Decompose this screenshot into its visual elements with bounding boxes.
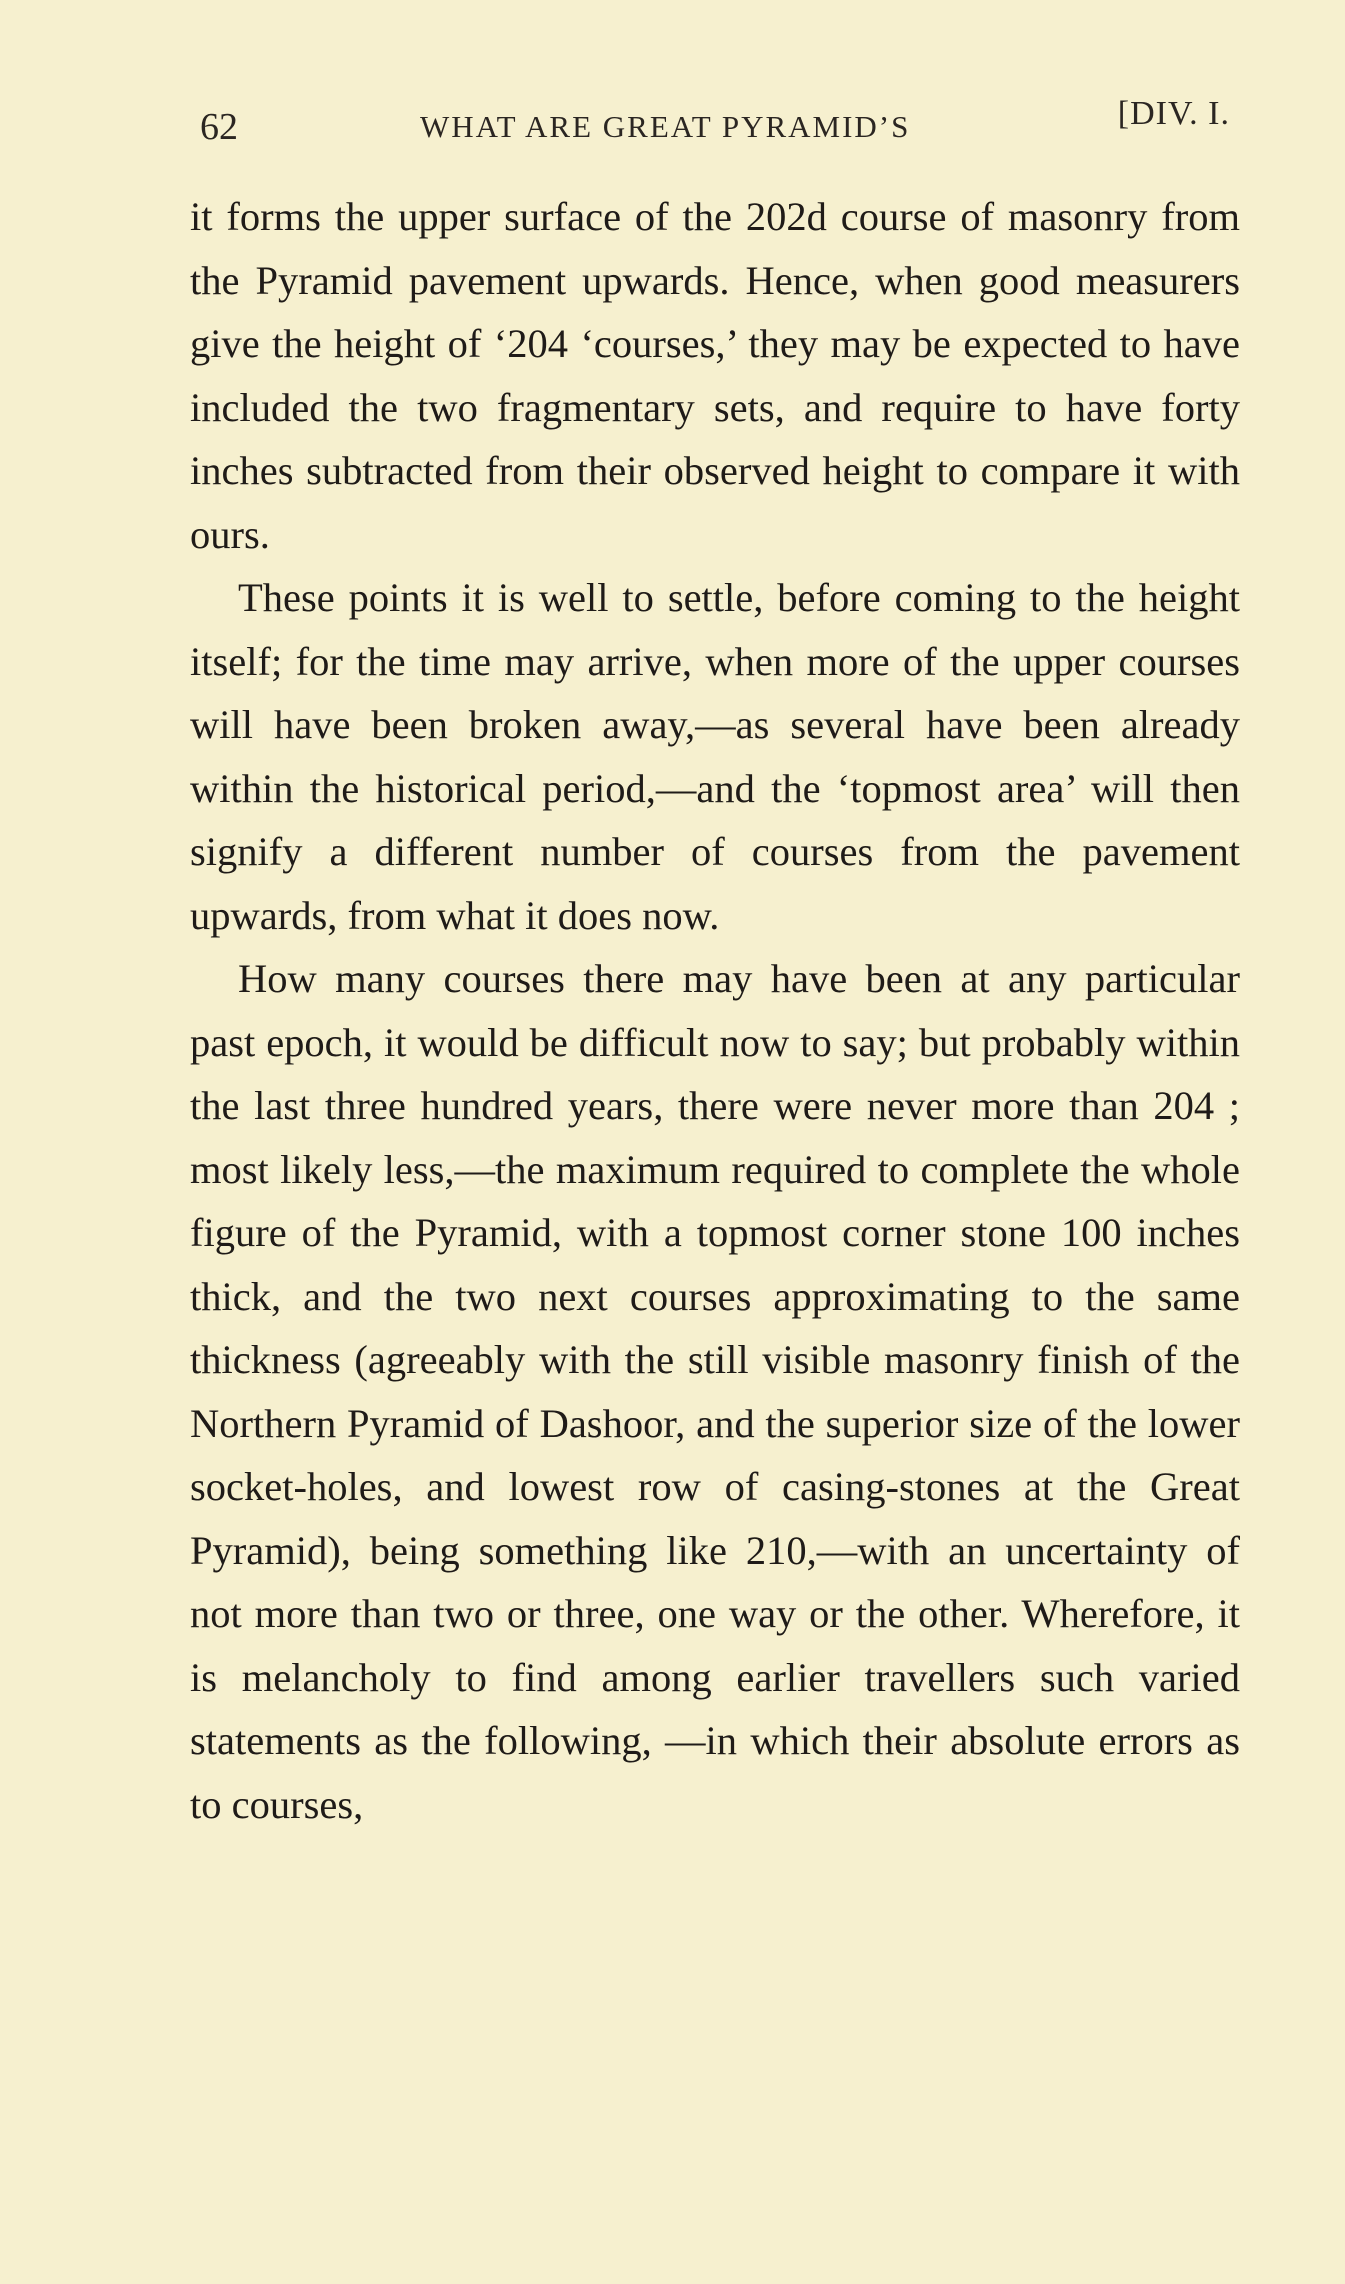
paragraph-1: it forms the upper surface of the 202d course of masonry from the Pyramid pavement upwards. Hence, when good measurers give the height of ‘204 ‘courses,’ they may be expected to have included the two fragmentary sets, and require to have forty inches subtracted from their observed height to compare it with ours. <box>190 194 1240 557</box>
paragraph-2: These points it is well to settle, before coming to the height itself; for the time may arrive, when more of the upper courses will have been broken away,—as several have been already within the historical period,—and the ‘topmost area’ will then signify a different number of courses from the pavement upwards, from what it does now. <box>190 575 1240 938</box>
paragraph-3: How many courses there may have been at any particular past epoch, it would be difficult now to say; but probably within the last three hundred years, there were never more than 204 ; most likely less,—the maximum required to complete the whole figure of the Pyramid, with a topmost corner stone 100 inches thick, and the two next courses approximating to the same thickness (agreeably with the still visible masonry finish of the Northern Pyramid of Dashoor, and the superior size of the lower socket-holes, and lowest row of casing-stones at the Great Pyramid), being something like 210,—with an uncertainty of not more than two or three, one way or the other. Wherefore, it is melancholy to find among earlier travellers such varied statements as the following, —in which their absolute errors as to courses, <box>190 956 1240 1827</box>
division-label: [DIV. I. <box>1117 95 1230 132</box>
body-text <box>190 185 1240 1836</box>
page-header <box>190 95 1240 155</box>
running-title: WHAT ARE GREAT PYRAMID’S <box>420 109 911 144</box>
page-number: 62 <box>200 106 238 148</box>
